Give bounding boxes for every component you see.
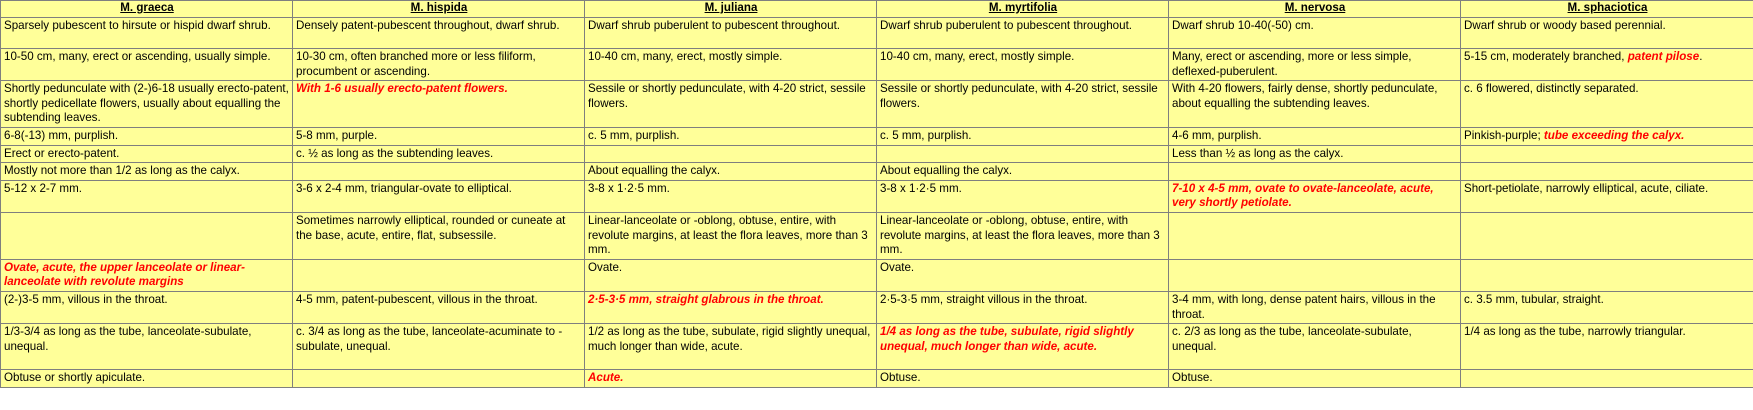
table-cell (585, 163, 877, 181)
cell-text: . (1699, 50, 1703, 63)
table-cell (1169, 370, 1461, 388)
table-cell (585, 370, 877, 388)
table-cell (1169, 81, 1461, 128)
cell-text: 3-6 x 2-4 mm, triangular-ovate to elliptical. (296, 181, 512, 195)
table-row (1, 145, 1753, 163)
cell-text: Linear-lanceolate or -oblong, obtuse, entire, with revolute margins, at least the flora leaves, more than 3 mm. (588, 213, 868, 257)
cell-text: Many, erect or ascending, more or less simple, deflexed-puberulent. (1172, 50, 1412, 78)
table-cell (1461, 18, 1753, 49)
cell-text: 6-8(-13) mm, purplish. (4, 128, 119, 142)
cell-text: Erect or erecto-patent. (4, 146, 120, 160)
table-cell (1461, 370, 1753, 388)
table-cell (293, 163, 585, 181)
cell-text: c. ½ as long as the subtending leaves. (296, 146, 494, 160)
highlighted-text: Ovate, acute, the upper lanceolate or linear-lanceolate with revolute margins (4, 260, 245, 289)
table-cell (293, 127, 585, 145)
table-cell (877, 163, 1169, 181)
table-row (1, 81, 1753, 128)
table-cell (585, 259, 877, 291)
cell-text: Pinkish-purple; (1464, 128, 1544, 142)
cell-text: About equalling the calyx. (880, 164, 1013, 178)
table-cell (877, 370, 1169, 388)
table-cell (1461, 49, 1753, 81)
table-cell (585, 180, 877, 212)
cell-text: 10-50 cm, many, erect or ascending, usually simple. (4, 50, 271, 63)
table-cell (585, 145, 877, 163)
column-header-hispida: M. hispida (293, 1, 585, 18)
highlighted-text: patent pilose (1627, 50, 1700, 63)
cell-text: c. 3/4 as long as the tube, lanceolate-acuminate to -subulate, unequal. (296, 325, 563, 353)
table-cell (1169, 291, 1461, 323)
cell-text: Linear-lanceolate or -oblong, obtuse, entire, with revolute margins, at least the flora leaves, more than 3 mm. (880, 213, 1160, 257)
table-row (1, 324, 1753, 370)
cell-text: Dwarf shrub 10-40(-50) cm. (1172, 19, 1314, 32)
table-cell (1, 163, 293, 181)
table-cell (1169, 180, 1461, 212)
table-cell (877, 18, 1169, 49)
table-cell (1, 259, 293, 291)
table-cell (293, 324, 585, 370)
cell-text: Densely patent-pubescent throughout, dwarf shrub. (296, 19, 560, 32)
column-header-nervosa: M. nervosa (1169, 1, 1461, 18)
cell-text: Dwarf shrub or woody based perennial. (1464, 19, 1666, 32)
table-cell (1461, 291, 1753, 323)
table-cell (877, 81, 1169, 128)
cell-text: 10-40 cm, many, erect, mostly simple. (588, 50, 783, 63)
table-cell (877, 127, 1169, 145)
table-cell (293, 180, 585, 212)
table-cell (1169, 163, 1461, 181)
highlighted-text: With 1-6 usually erecto-patent flowers. (296, 82, 508, 96)
cell-text: Less than ½ as long as the calyx. (1172, 146, 1344, 160)
table-cell (877, 212, 1169, 259)
highlighted-text: 7-10 x 4-5 mm, ovate to ovate-lanceolate, acute, very shortly petiolate. (1172, 181, 1434, 210)
table-cell (293, 49, 585, 81)
cell-text: 3-4 mm, with long, dense patent hairs, villous in the throat. (1172, 292, 1436, 321)
table-cell (585, 291, 877, 323)
table-cell (293, 145, 585, 163)
table-cell (1, 180, 293, 212)
table-cell (1, 127, 293, 145)
table-cell (1461, 81, 1753, 128)
table-cell (293, 18, 585, 49)
table-cell (293, 81, 585, 128)
highlighted-text: Acute. (588, 371, 624, 385)
cell-text: Shortly pedunculate with (2-)6-18 usually erecto-patent, shortly pedicellate flowers, usually about equalling the subtending leaves. (4, 82, 289, 125)
cell-text: Obtuse or shortly apiculate. (4, 371, 146, 385)
cell-text: 5-8 mm, purple. (296, 128, 378, 142)
cell-text: Sometimes narrowly elliptical, rounded or cuneate at the base, acute, entire, flat, subsessile. (296, 213, 566, 242)
table-cell (877, 145, 1169, 163)
cell-text: (2-)3-5 mm, villous in the throat. (4, 292, 168, 306)
table-cell (1169, 127, 1461, 145)
table-cell (1169, 324, 1461, 370)
table-cell (585, 127, 877, 145)
highlighted-text: tube exceeding the calyx. (1543, 128, 1685, 142)
table-row (1, 127, 1753, 145)
table-cell (1, 212, 293, 259)
cell-text: 5-15 cm, moderately branched, (1464, 50, 1628, 63)
cell-text: Mostly not more than 1/2 as long as the calyx. (4, 164, 240, 178)
table-cell (1461, 259, 1753, 291)
column-header-graeca: M. graeca (1, 1, 293, 18)
table-cell (293, 370, 585, 388)
cell-text: 10-40 cm, many, erect, mostly simple. (880, 50, 1075, 63)
table-cell (1, 145, 293, 163)
cell-text: About equalling the calyx. (588, 164, 721, 178)
cell-text: 4-6 mm, purplish. (1172, 128, 1262, 142)
table-cell (1461, 163, 1753, 181)
table-row (1, 18, 1753, 49)
cell-text: Dwarf shrub puberulent to pubescent throughout. (588, 19, 841, 32)
table-row (1, 291, 1753, 323)
cell-text: 1/2 as long as the tube, subulate, rigid slightly unequal, much longer than wide, acute. (588, 325, 871, 353)
cell-text: Short-petiolate, narrowly elliptical, acute, ciliate. (1464, 181, 1709, 195)
cell-text: 2·5-3·5 mm, straight villous in the throat. (880, 292, 1088, 306)
cell-text: c. 5 mm, purplish. (880, 128, 972, 142)
cell-text: c. 2/3 as long as the tube, lanceolate-subulate, unequal. (1172, 325, 1412, 353)
table-row (1, 212, 1753, 259)
table-cell (293, 291, 585, 323)
table-cell (1169, 49, 1461, 81)
table-row (1, 180, 1753, 212)
table-cell (585, 81, 877, 128)
table-cell (293, 259, 585, 291)
cell-text: 5-12 x 2-7 mm. (4, 181, 82, 195)
table-cell (1461, 145, 1753, 163)
column-header-myrtifolia: M. myrtifolia (877, 1, 1169, 18)
table-cell (1, 291, 293, 323)
cell-text: Sparsely pubescent to hirsute or hispid dwarf shrub. (4, 19, 271, 32)
table-cell (585, 212, 877, 259)
table-row (1, 49, 1753, 81)
highlighted-text: 2·5-3·5 mm, straight glabrous in the throat. (588, 292, 824, 306)
table-cell (1, 18, 293, 49)
header-row (1, 1, 1753, 18)
cell-text: Obtuse. (880, 371, 921, 385)
table-row (1, 163, 1753, 181)
table-cell (585, 18, 877, 49)
table-cell (585, 49, 877, 81)
table-cell (877, 324, 1169, 370)
cell-text: Sessile or shortly pedunculate, with 4-20 strict, sessile flowers. (588, 82, 866, 110)
cell-text: 1/4 as long as the tube, narrowly triangular. (1464, 325, 1686, 339)
table-cell (1, 49, 293, 81)
table-cell (1, 81, 293, 128)
column-header-sphaciotica: M. sphaciotica (1461, 1, 1753, 18)
table-cell (1461, 212, 1753, 259)
table-cell (877, 49, 1169, 81)
cell-text: Sessile or shortly pedunculate, with 4-20 strict, sessile flowers. (880, 82, 1158, 110)
table-cell (1, 324, 293, 370)
cell-text: Ovate. (588, 260, 623, 274)
cell-text: c. 5 mm, purplish. (588, 128, 680, 142)
cell-text: With 4-20 flowers, fairly dense, shortly pedunculate, about equalling the subtending leaves. (1172, 82, 1438, 110)
table-cell (1169, 145, 1461, 163)
table-cell (877, 291, 1169, 323)
cell-text: Obtuse. (1172, 371, 1213, 385)
table-body (1, 18, 1753, 388)
table-cell (1169, 18, 1461, 49)
cell-text: Dwarf shrub puberulent to pubescent throughout. (880, 19, 1133, 32)
cell-text: c. 6 flowered, distinctly separated. (1464, 82, 1639, 96)
column-header-juliana: M. juliana (585, 1, 877, 18)
cell-text: 1/3-3/4 as long as the tube, lanceolate-subulate, unequal. (4, 325, 252, 353)
cell-text: 3-8 x 1·2·5 mm. (880, 181, 962, 195)
table-row (1, 370, 1753, 388)
table-cell (585, 324, 877, 370)
table-cell (877, 259, 1169, 291)
cell-text: 10-30 cm, often branched more or less filiform, procumbent or ascending. (296, 50, 536, 78)
table-row (1, 259, 1753, 291)
highlighted-text: 1/4 as long as the tube, subulate, rigid slightly unequal, much longer than wide, acute. (880, 325, 1134, 353)
table-cell (1461, 127, 1753, 145)
table-cell (1169, 259, 1461, 291)
cell-text: Ovate. (880, 260, 915, 274)
table-cell (1, 370, 293, 388)
table-cell (1169, 212, 1461, 259)
table-cell (293, 212, 585, 259)
table-cell (877, 180, 1169, 212)
cell-text: 4-5 mm, patent-pubescent, villous in the throat. (296, 292, 538, 306)
cell-text: 3-8 x 1·2·5 mm. (588, 181, 670, 195)
table-cell (1461, 180, 1753, 212)
table-cell (1461, 324, 1753, 370)
cell-text: c. 3.5 mm, tubular, straight. (1464, 292, 1604, 306)
